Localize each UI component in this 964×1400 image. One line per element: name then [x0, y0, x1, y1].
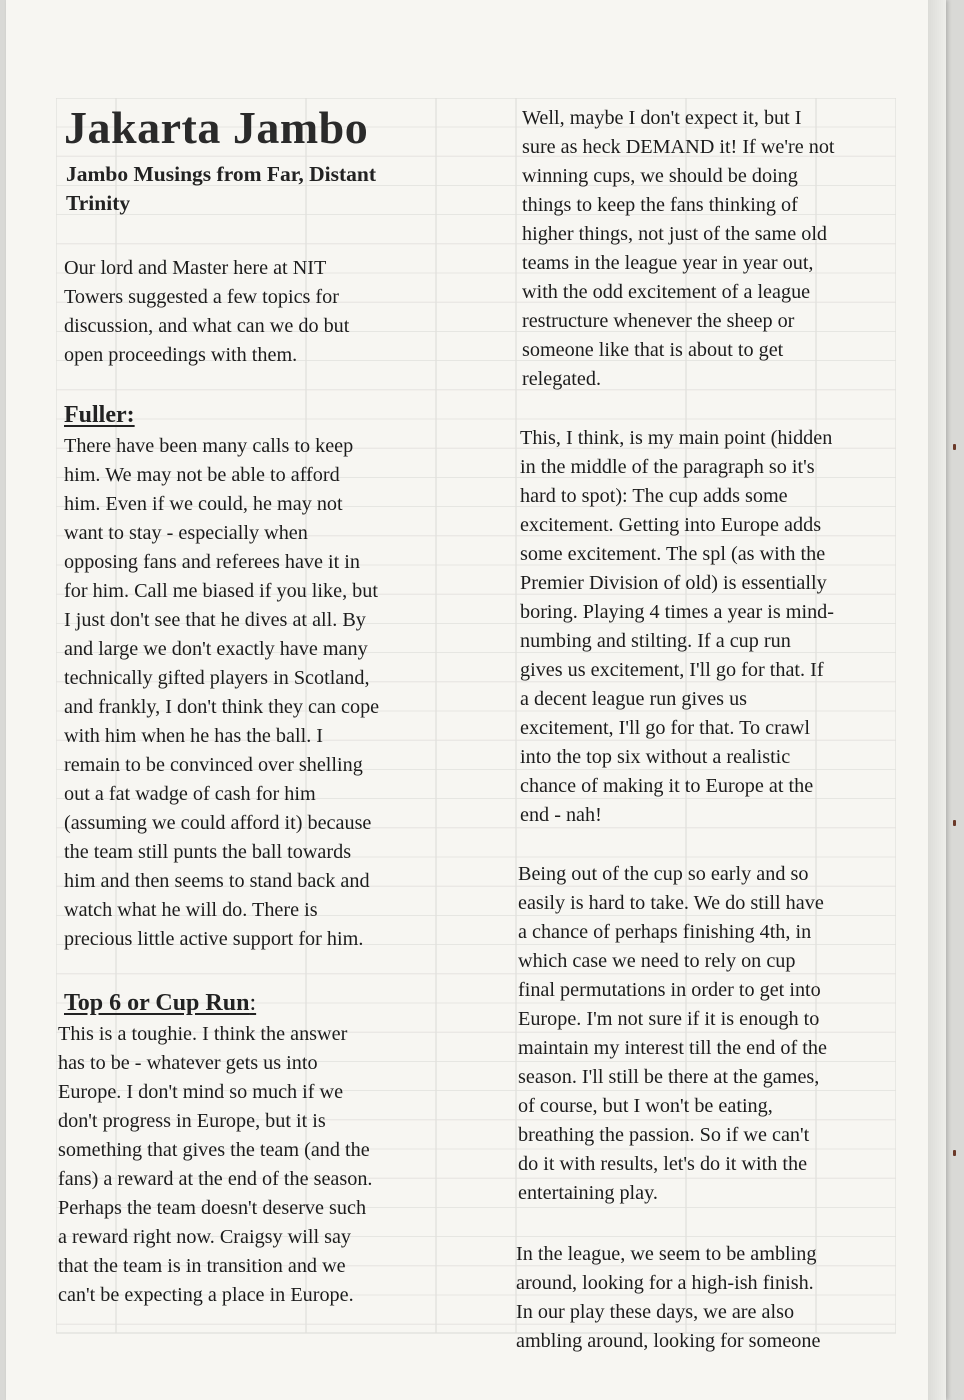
section-heading-fuller-text: Fuller: [64, 402, 135, 428]
right-paragraph-1: Well, maybe I don't expect it, but I sure as heck DEMAND it! If we're not winning cups, we should be doing things to keep the fans thinking of higher things, not just of the same old teams in the league year in year out, with the odd excitement of a league restructure whenever the sheep or someone like that is about to get relegated. [522, 107, 835, 390]
right-paragraph-3: Being out of the cup so early and so easily is hard to take. We do still have a chance of perhaps finishing 4th, in which case we need to rely on cup final permutations in order to get into Europe. I'm not sure if it is enough to maintain my interest till the end of the season. I'll still be there at the games, of course, but I won't be eating, breathing the passion. So if we can't do it with results, let's do it with the entertaining play. [518, 863, 827, 1204]
document-page [6, 0, 946, 1400]
page-edge-shadow [928, 0, 946, 1400]
binder-hole-mark [953, 1150, 956, 1156]
right-paragraph-4: In the league, we seem to be ambling around, looking for a high-ish finish. In our play these days, we are also ambling around, looking for someone [516, 1243, 821, 1352]
fuller-paragraph: There have been many calls to keep him. We may not be able to afford him. Even if we could, he may not want to stay - especially when opposing fans and referees have it in for him. Call me biased if you like, but I just don't see that he dives at all. By and large we don't exactly have many technically gifted players in Scotland, and frankly, I don't think they can cope with him when he has the ball. I remain to be convinced over shelling out a fat wadge of cash for him (assuming we could afford it) because the team still punts the ball towards him and then seems to stand back and watch what he will do. There is precious little active support for him. [64, 435, 380, 950]
binder-hole-mark [953, 444, 956, 450]
section-heading-fuller [64, 400, 135, 430]
section-heading-top6-text: Top 6 or Cup Run [64, 990, 250, 1016]
article-subtitle: Jambo Musings from Far, Distant Trinity [66, 162, 376, 215]
section-heading-top6-suffix: : [249, 990, 257, 1016]
right-paragraph-2: This, I think, is my main point (hidden in the middle of the paragraph so it's hard to spot): The cup adds some excitement. Getting into Europe adds some excitement. The spl (as with the Premier Division of old) is essentially boring. Playing 4 times a year is mind- numbing and stilting. If a cup run gives us excitement, I'll go for that. If a decent league run gives us excitement, I'll go for that. To crawl into the top six without a realistic chance of making it to Europe at the end - nah! [520, 427, 834, 826]
binder-hole-mark [953, 820, 956, 826]
section-heading-top6 [64, 988, 256, 1018]
intro-paragraph: Our lord and Master here at NIT Towers suggested a few topics for discussion, and what can we do but open proceedings with them. [64, 257, 350, 366]
top6-paragraph: This is a toughie. I think the answer has to be - whatever gets us into Europe. I don't mind so much if we don't progress in Europe, but it is something that gives the team (and the fans) a reward at the end of the season. Perhaps the team doesn't deserve such a reward right now. Craigsy will say that the team is in transition and we can't be expecting a place in Europe. [58, 1023, 373, 1306]
article-title: Jakarta Jambo [64, 102, 369, 153]
